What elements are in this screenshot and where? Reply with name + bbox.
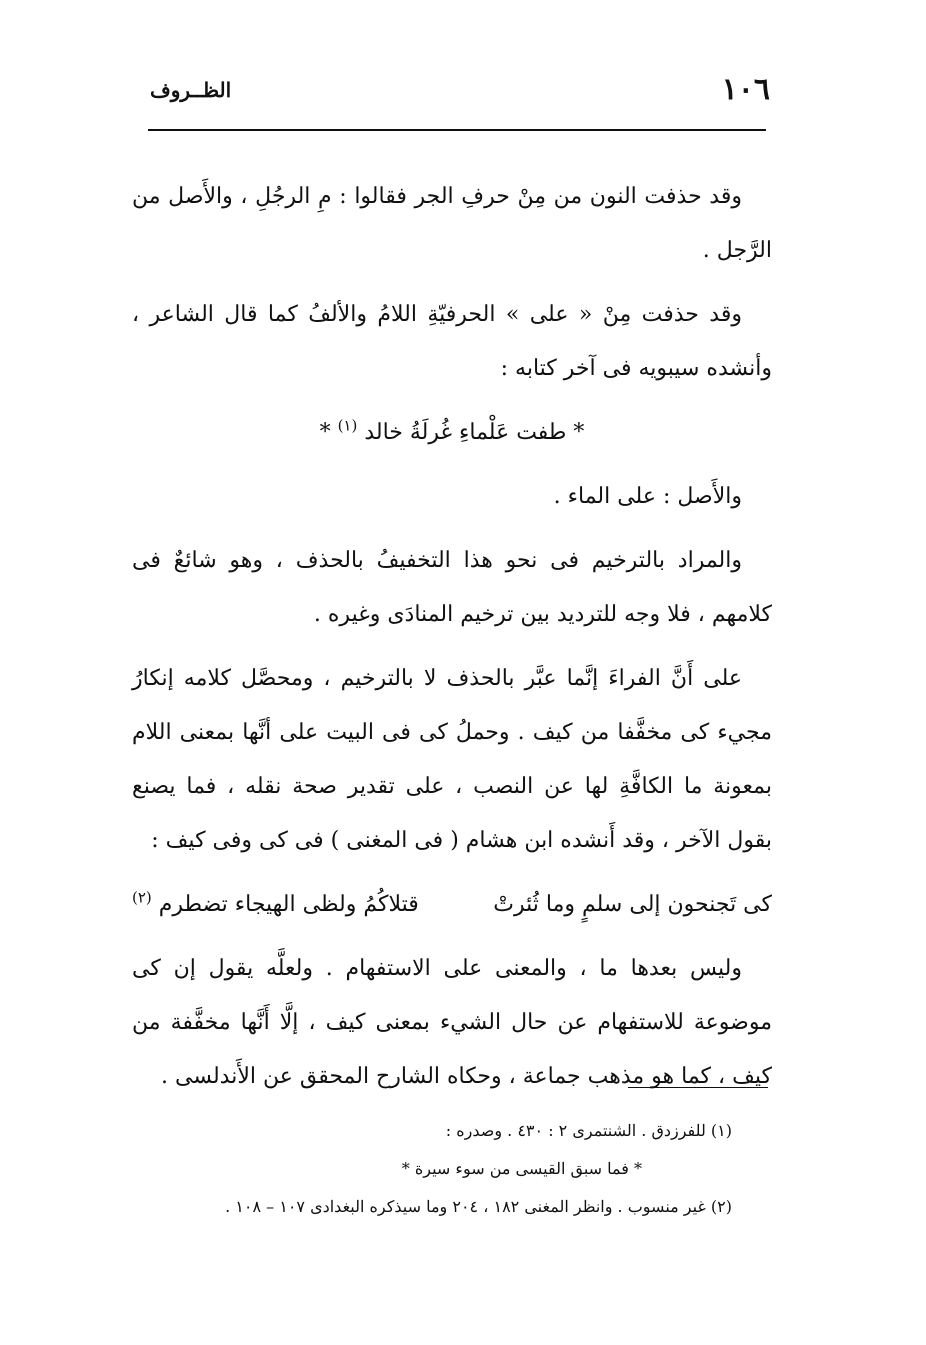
running-title: الظــروف — [150, 78, 232, 102]
verse-2-second-hemistich: قتلاكُمُ ولظى الهيجاء تضطرم — [158, 892, 419, 917]
paragraph-4: والمراد بالترخيم فى نحو هذا التخفيفُ بالحذف ، وهو شائعٌ فى كلامهم ، فلا وجه للترديد بين ترخيم المنادَى وغيره . — [132, 548, 772, 627]
paragraph-3: والأَصل : على الماء . — [553, 484, 742, 509]
header-rule — [148, 129, 766, 131]
paragraph-6: وليس بعدها ما ، والمعنى على الاستفهام . ولعلَّه يقول إن كى موضوعة للاستفهام عن حال الشيء بمعنى كيف ، إلَّا أَنَّها مخفَّفة من كيف ، كما هو مذهب جماعة ، وحكاه الشارح المحقق عن الأَندلسى . — [132, 956, 772, 1089]
footnote-2: (٢) غير منسوب . وانظر المغنى ١٨٢ ، ٢٠٤ وما سيذكره البغدادى ١٠٧ – ١٠٨ . — [225, 1197, 732, 1216]
verse-1-text: * طفت عَلْماءِ غُرلَةُ خالد — [364, 420, 585, 445]
footnotes — [132, 1112, 732, 1226]
page-number: ١٠٦ — [721, 72, 770, 107]
footnote-ref-2: (٢) — [132, 888, 152, 907]
footnote-1: (١) للفرزدق . الشنتمرى ٢ : ٤٣٠ . وصدره : — [445, 1121, 732, 1140]
body-text — [132, 170, 772, 1114]
verse-2-first-hemistich: كى تَجنحون إلى سلمٍ وما ثُئرتْ — [493, 892, 772, 917]
paragraph-5: على أَنَّ الفراءَ إنَّما عبَّر بالحذف لا بالترخيم ، ومحصَّل كلامه إنكارُ مجيء كى مخفَّفا من كيف . وحملُ كى فى البيت على أنَّها بمعنى اللام بمعونة ما الكافَّةِ لها عن النصب ، على تقدير صحة نقله ، فما يصنع بقول الآخر ، وقد أَنشده ابن هشام ( فى المغنى ) فى كى وفى كيف : — [132, 666, 772, 853]
verse-2-second-hemistich-wrap — [132, 878, 419, 932]
paragraph-2: وقد حذفت مِنْ « على » الحرفيّةِ اللامُ والألفُ كما قال الشاعر ، وأنشده سيبويه فى آخر كتابه : — [132, 302, 772, 381]
footnote-1-verse: * فما سبق القيسى من سوء سيرة * — [401, 1159, 642, 1178]
verse-1-end-mark: * — [319, 420, 331, 445]
verse-1 — [132, 406, 772, 460]
footnote-rule — [628, 1087, 768, 1088]
page-header — [150, 72, 770, 112]
paragraph-1: وقد حذفت النون من مِنْ حرفِ الجر فقالوا : مِ الرجُلِ ، والأَصل من الرَّجل . — [132, 184, 772, 263]
verse-2 — [132, 878, 772, 932]
footnote-ref-1: (١) — [337, 416, 358, 435]
